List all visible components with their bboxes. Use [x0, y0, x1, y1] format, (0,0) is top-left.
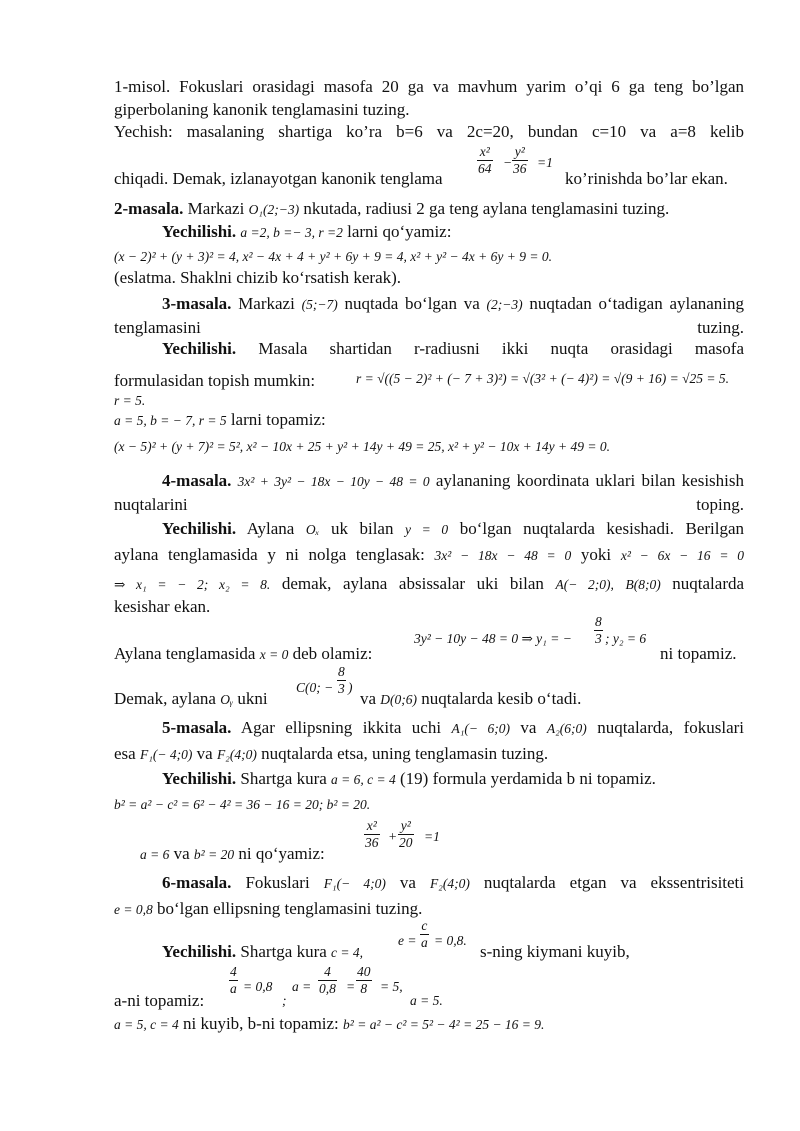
masala4-frac-num: 8: [595, 614, 602, 629]
masala4-point-d: D(0;6): [380, 692, 418, 707]
masala5-values: a = 6, c = 4: [331, 772, 396, 787]
misol1-frac-x-den: 64: [478, 161, 492, 176]
misol1-statement: 1-misol. Fokuslari orasidagi masofa 20 ga va mavhum yarim o’qi 6 ga teng bo’lgan giperbolaning kanonik tenglamasini tuzing.: [114, 77, 744, 119]
misol1-frac-y-den: 36: [513, 161, 527, 176]
masala4-eqx: 3x² − 18x − 48 = 0: [434, 548, 572, 563]
masala4-sol-s5: demak, aylana absissalar uki bilan: [281, 574, 544, 593]
masala6-a5: a = 5.: [410, 993, 443, 1008]
masala4-sol-s6: nuqtalarda: [672, 574, 745, 593]
masala6-text3: bo‘lgan ellipsning tenglamasini tuzing.: [156, 899, 423, 918]
masala6-semicolon: ;: [282, 993, 287, 1008]
masala5-a2: A₂(6;0): [546, 721, 587, 736]
masala5-f1: F₁(− 4;0): [139, 747, 193, 762]
masala5-frac-x-den: 36: [365, 835, 379, 850]
masala5-sol-s3: ni qo‘yamiz:: [238, 844, 325, 863]
masala6-frac-4-a: [229, 964, 238, 997]
masala2-text2: nkutada, radiusi 2 ga teng aylana tenglamasini tuzing.: [303, 199, 670, 218]
masala6-frac-4-08-den: 0,8: [319, 981, 336, 996]
masala4-sol-s1: Aylana: [246, 519, 295, 538]
masala6-sol-s3: a-ni topamiz:: [114, 991, 205, 1010]
masala6-title: 6-masala.: [162, 873, 232, 892]
masala6-e-post: = 0,8.: [434, 933, 467, 948]
misol1-solution-line2b: ko’rinishda bo’lar ekan.: [565, 169, 728, 188]
masala5-text2: nuqtalarda, fokuslari: [597, 718, 744, 737]
masala5-frac-y-num: y²: [398, 818, 414, 835]
masala4-solution-line2: [114, 544, 744, 568]
masala3-title: 3-masala.: [162, 294, 232, 313]
masala3-sol-label: Yechilishi.: [162, 339, 237, 358]
masala6-statement-line1: [114, 872, 744, 896]
masala5-va3: va: [173, 844, 190, 863]
masala6-frac-40-8-post: = 5,: [380, 979, 403, 994]
masala5-b-equation: b² = a² − c² = 6² − 4² = 36 − 16 = 20; b² = 20.: [114, 797, 371, 812]
masala5-a1: A₁(− 6;0): [451, 721, 511, 736]
masala3-center: (5;−7): [301, 297, 338, 312]
misol1-eq-rhs: =1: [537, 155, 553, 170]
masala4-point-a: A(− 2;0),: [555, 577, 614, 592]
masala3-text2: nuqtada bo‘lgan va: [344, 294, 480, 313]
masala4-frac-8-3: [594, 614, 603, 647]
masala4-sol-s8: Aylana tenglamasida: [114, 644, 256, 663]
misol1-frac-y: [512, 144, 528, 177]
masala2-note: (eslatma. Shaklni chizib ko‘rsatish kerak).: [114, 268, 402, 287]
masala6-frac-4-08-num: 4: [318, 964, 337, 981]
masala3-statement-line1: [114, 293, 744, 339]
masala6-statement-line2: [114, 898, 422, 922]
masala6-frac-a: a: [421, 935, 428, 950]
masala3-solution-line1: [114, 338, 744, 361]
masala4-point-c-close: ): [348, 680, 353, 695]
misol1-solution-line2a: chiqadi. Demak, izlanayotgan kanonik tenglama: [114, 169, 443, 188]
masala3-radius-eq: r = √((5 − 2)² + (− 7 + 3)²) = √(3² + (− 4)²) = √(9 + 16) = √25 = 5.: [356, 371, 729, 386]
masala6-frac-40-8-den: 8: [360, 981, 368, 996]
masala4-point-c-den: 3: [338, 681, 345, 696]
masala6-f1: F₁(− 4;0): [323, 876, 386, 891]
masala4-point-c-frac: [337, 664, 346, 697]
masala6-frac-4-08: [318, 964, 337, 997]
masala3-point: (2;−3): [486, 297, 523, 312]
masala5-title: 5-masala.: [162, 718, 232, 737]
masala6-frac-4-a-den: a: [230, 981, 237, 996]
misol1-solution-line1: Yechish: masalaning shartiga ko’ra b=6 va 2c=20, bundan c=10 va a=8 kelib: [114, 122, 744, 141]
masala4-point-c: C(0; −: [296, 680, 334, 695]
masala4-solution-line1: [114, 518, 744, 542]
masala4-eqy: 3y² − 10y − 48 = 0 ⇒ y₁ = −: [414, 631, 572, 646]
masala4-point-b: B(8;0): [625, 577, 661, 592]
masala3-text3: nuqtadan o‘tadigan aylananing tenglamasini tuzing.: [114, 294, 745, 337]
masala6-text2: nuqtalarda etgan va ekssentrisiteti: [483, 873, 745, 892]
masala5-statement-line2: [114, 743, 548, 767]
masala3-values-line: [114, 409, 326, 433]
masala4-y0: y = 0: [405, 522, 449, 537]
misol1-eq-op: −: [503, 155, 513, 170]
masala6-frac-4-a-post: = 0,8: [243, 979, 273, 994]
masala4-sol-s2: uk bilan: [330, 519, 394, 538]
masala5-statement-line1: [114, 717, 744, 741]
masala5-frac-y: [398, 818, 414, 851]
masala3-sol-text2: formulasidan topish mumkin:: [114, 371, 316, 390]
masala4-x0: x = 0: [259, 647, 289, 662]
masala4-eqy2: ; y₂ = 6: [605, 631, 647, 646]
masala4-line-oy-a: [114, 688, 268, 712]
masala4-title: 4-masala.: [162, 471, 232, 490]
masala4-sol-s11: Demak, aylana: [114, 689, 216, 708]
masala3-equations: (x − 5)² + (y + 7)² = 5², x² − 10x + 25 + y² + 14y + 49 = 25, x² + y² − 10x + 14y + 49 = 0.: [114, 439, 611, 454]
masala4-eqx2: x² − 6x − 16 = 0: [620, 548, 745, 563]
masala4-equation: 3x² + 3y² − 18x − 10y − 48 = 0: [237, 474, 430, 489]
masala6-f2: F₂(4;0): [429, 876, 470, 891]
masala2-values: a =2, b =− 3, r =2: [240, 225, 343, 240]
misol1-frac-x: [477, 144, 493, 177]
masala3-values: a = 5, b = − 7, r = 5: [114, 413, 227, 428]
masala6-solution-head: [162, 941, 363, 965]
masala6-values: a = 5, c = 4: [114, 1017, 179, 1032]
masala4-sol-label: Yechilishi.: [162, 519, 237, 538]
masala2-title: 2-masala.: [114, 199, 184, 218]
masala5-frac-y-den: 20: [399, 835, 413, 850]
masala3-text1: Markazi: [238, 294, 295, 313]
masala2-center: O₁(2;−3): [248, 202, 300, 217]
masala6-sol-s4: ni kuyib, b-ni topamiz:: [182, 1014, 339, 1033]
masala5-eq-op: +: [388, 829, 398, 844]
masala6-frac-c: c: [421, 918, 428, 933]
masala4-statement-line1: [114, 470, 744, 516]
masala6-c4: c = 4,: [331, 945, 364, 960]
masala2-solution-head: [162, 221, 451, 245]
masala5-a6: a = 6: [140, 847, 170, 862]
masala5-text4: nuqtalarda etsa, uning tenglamasin tuzing.: [261, 744, 549, 763]
masala4-sol-s10: ni topamiz.: [660, 644, 737, 663]
masala2-statement: [114, 198, 669, 222]
masala4-point-c-num: 8: [338, 664, 345, 679]
masala5-va1: va: [520, 718, 537, 737]
masala6-b-equation: b² = a² − c² = 5² − 4² = 25 − 16 = 9.: [343, 1017, 545, 1032]
masala4-sol-s4: aylana tenglamasida y ni nolga tenglasak:: [114, 545, 425, 564]
misol1-frac-x-num: x²: [477, 144, 493, 161]
masala4-frac-den: 3: [595, 631, 602, 646]
masala6-sol-s2: s-ning kiymani kuyib,: [480, 942, 630, 961]
masala5-substitute-line: [140, 843, 325, 867]
masala4-sol-s12: ukni: [237, 689, 268, 708]
masala6-va: va: [399, 873, 416, 892]
masala6-sol-label: Yechilishi.: [162, 942, 237, 961]
masala3-values-text: larni topamiz:: [230, 410, 326, 429]
masala5-sol-s2: (19) formula yerdamida b ni topamiz.: [400, 769, 656, 788]
masala5-text1: Agar ellipsning ikkita uchi: [240, 718, 442, 737]
masala5-va2: va: [196, 744, 213, 763]
masala2-equations: (x − 2)² + (y + 3)² = 4, x² − 4x + 4 + y² + 6y + 9 = 4, x² + y² − 4x + 6y + 9 = 0.: [114, 249, 552, 264]
masala5-frac-x: [364, 818, 380, 851]
masala6-frac-40-8-num: 40: [357, 964, 371, 979]
masala6-frac-mid: =: [346, 979, 356, 994]
masala2-text1: Markazi: [187, 199, 245, 218]
masala5-solution-head: [162, 768, 656, 792]
masala4-oy: Oᵧ: [220, 692, 234, 707]
masala4-ox: Oₓ: [305, 522, 320, 537]
masala5-eq-rhs: =1: [424, 829, 440, 844]
masala4-sol-s13: nuqtalarda kesib o‘tadi.: [421, 689, 582, 708]
misol1-frac-y-num: y²: [512, 144, 528, 161]
masala5-f2: F₂(4;0): [216, 747, 257, 762]
masala4-text1: aylananing koordinata uklari bilan kesishish nuqtalarini toping.: [114, 471, 744, 514]
masala6-sol-s1: Shartga kura: [240, 942, 327, 961]
masala6-final-line: [114, 1013, 544, 1037]
masala3-radius-value: r = 5.: [114, 393, 146, 408]
masala5-b20: b² = 20: [193, 847, 235, 862]
masala3-sol-text1: Masala shartidan r-radiusni ikki nuqta orasidagi masofa: [258, 339, 744, 358]
masala4-line-y-a: [114, 643, 372, 667]
masala6-e-pre: e =: [398, 933, 417, 948]
masala5-frac-x-num: x²: [364, 818, 380, 835]
masala4-sol-s3: bo‘lgan nuqtalarda kesishadi. Berilgan: [459, 519, 745, 538]
masala4-yoki: yoki: [580, 545, 612, 564]
masala4-sol-s7: kesishar ekan.: [114, 597, 211, 616]
masala6-frac-c-a: [420, 918, 429, 951]
masala6-a-pre: a =: [292, 979, 312, 994]
masala4-solution-line3: [114, 573, 744, 597]
masala2-sol-label: Yechilishi.: [162, 222, 237, 241]
masala6-text1: Fokuslari: [245, 873, 310, 892]
masala4-line-oy-b: [360, 688, 581, 712]
masala5-sol-s1: Shartga kura: [240, 769, 327, 788]
masala4-sol-s9: deb olamiz:: [292, 644, 373, 663]
masala5-sol-label: Yechilishi.: [162, 769, 237, 788]
masala6-e: e = 0,8: [114, 902, 153, 917]
masala6-frac-40-8: [356, 964, 372, 997]
masala6-frac-4-a-num: 4: [230, 964, 237, 979]
masala4-va: va: [360, 689, 377, 708]
masala2-sol-text: larni qo‘yamiz:: [347, 222, 452, 241]
masala5-text3: esa: [114, 744, 136, 763]
masala4-roots-x: ⇒ x₁ = − 2; x₂ = 8.: [114, 577, 271, 592]
